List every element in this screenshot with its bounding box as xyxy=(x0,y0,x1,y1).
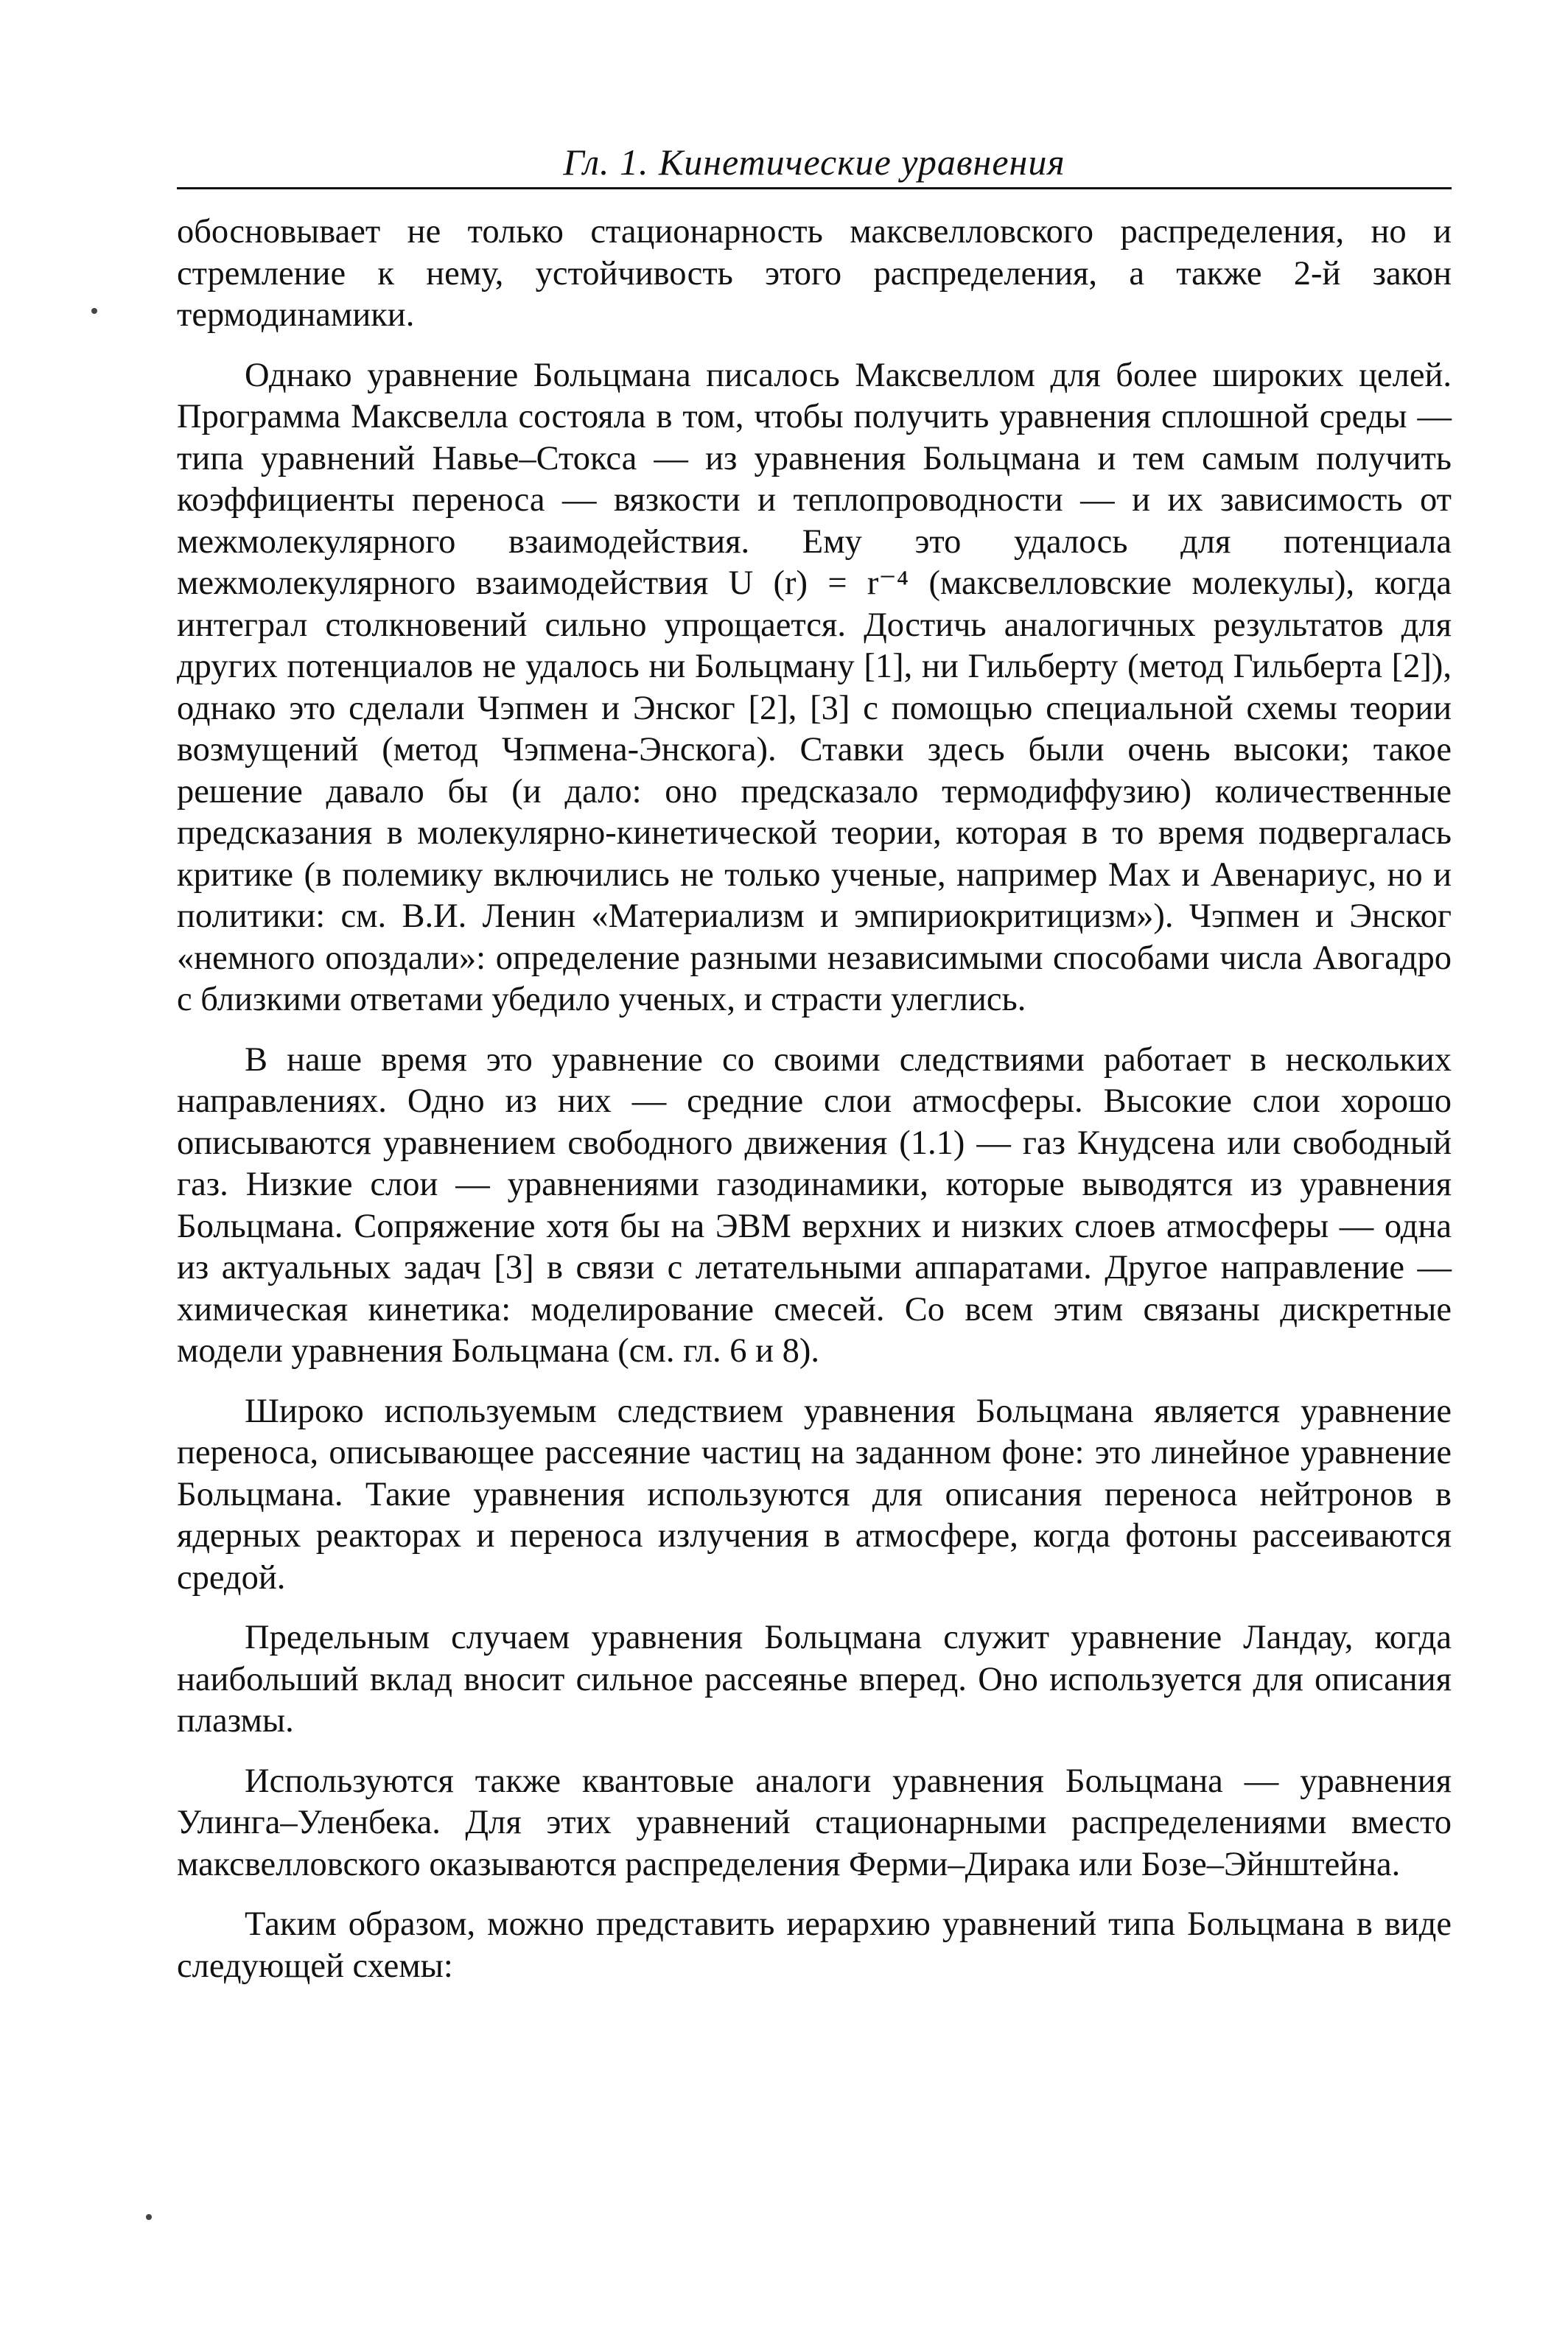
paragraph-6: Используются также квантовые аналоги уравнения Больцмана — уравнения Улинга–Уленбека. Для этих уравнений стационарными распределениями вместо максвелловского оказываются распределения Ферми–Дирака или Бозе–Эйнштейна. xyxy=(177,1762,1452,1883)
paragraph-1: обосновывает не только стационарность максвелловского распределения, но и стремление к нему, устойчивость этого распределения, а также 2-й закон термодинамики. xyxy=(177,213,1452,334)
paragraph-2: Однако уравнение Больцмана писалось Максвеллом для более широких целей. Программа Максвелла состояла в том, чтобы получить уравнения сплошной среды — типа уравнений Навье–Стокса — из уравнения Больцмана и тем самым получить коэффициенты переноса — вязкости и теплопроводности — и их зависимость от межмолекулярного взаимодействия. Ему это удалось для потенциала межмолекулярного взаимодействия U (r) = r⁻⁴ (максвелловские молекулы), когда интеграл столкновений сильно упрощается. Достичь аналогичных результатов для других потенциалов не удалось ни Больцману [1], ни Гильберту (метод Гильберта [2]), однако это сделали Чэпмен и Энског [2], [3] с помощью специальной схемы теории возмущений (метод Чэпмена-Энскога). Ставки здесь были очень высоки; такое решение давало бы (и дало: оно предсказало термодиффузию) количественные предсказания в молекулярно-кинетической теории, которая в то время подвергалась критике (в полемику включились не только ученые, например Мах и Авенариус, но и политики: см. В.И. Ленин «Материализм и эмпириокритицизм»). Чэпмен и Энског «немного опоздали»: определение разными независимыми способами числа Авогадро с близкими ответами убедило ученых, и страсти улеглись. xyxy=(177,356,1452,1018)
paragraph-4: Широко используемым следствием уравнения Больцмана является уравнение переноса, описывающее рассеяние частиц на заданном фоне: это линейное уравнение Больцмана. Такие уравнения используются для описания переноса нейтронов в ядерных реакторах и переноса излучения в атмосфере, когда фотоны рассеиваются средой. xyxy=(177,1392,1452,1597)
scan-speck xyxy=(146,2214,152,2220)
paragraph-3: В наше время это уравнение со своими следствиями работает в нескольких направлениях. Одно из них — средние слои атмосферы. Высокие слои хорошо описываются уравнением свободного движения (1.1) — газ Кнудсена или свободный газ. Низкие слои — уравнениями газодинамики, которые выводятся из уравнения Больцмана. Сопряжение хотя бы на ЭВМ верхних и низких слоев атмосферы — одна из актуальных задач [3] в связи с летательными аппаратами. Другое направление — химическая кинетика: моделирование смесей. Со всем этим связаны дискретные модели уравнения Больцмана (см. гл. 6 и 8). xyxy=(177,1040,1452,1370)
running-head: Гл. 1. Кинетические уравнения xyxy=(177,140,1452,189)
page xyxy=(177,140,1452,1987)
paragraph-7: Таким образом, можно представить иерархию уравнений типа Больцмана в виде следующей схемы: xyxy=(177,1905,1452,1985)
paragraph-5: Предельным случаем уравнения Больцмана служит уравнение Ландау, когда наибольший вклад вносит сильное рассеянье вперед. Оно используется для описания плазмы. xyxy=(177,1619,1452,1740)
scan-speck xyxy=(91,308,97,314)
body-text xyxy=(177,211,1452,1987)
